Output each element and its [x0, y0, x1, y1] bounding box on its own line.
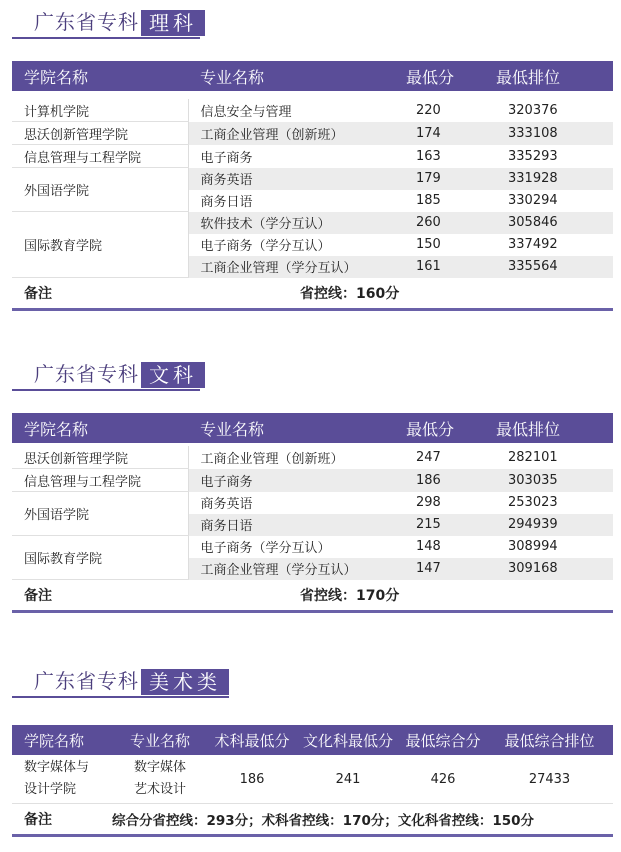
table-row	[12, 168, 613, 190]
cell-college: 外国语学院	[12, 492, 188, 536]
cell-major: 电子商务	[200, 150, 253, 166]
note-row	[12, 804, 613, 836]
college-line-2: 设计学院	[24, 782, 77, 797]
note-text: 省控线：170分	[188, 580, 613, 612]
cell-min-rank: 303035	[484, 469, 613, 492]
major-line-1: 数字媒体	[133, 760, 186, 775]
cell-major: 软件技术（学分互认）	[188, 212, 396, 234]
table-row	[12, 91, 613, 99]
note-label: 备注	[12, 580, 188, 612]
note-text: 省控线：160分	[188, 278, 613, 310]
admission-table-science	[12, 61, 613, 311]
cell-min-rank: 330294	[508, 193, 558, 208]
cell-min-rank: 337492	[508, 237, 558, 252]
title-province: 广东省专科	[34, 669, 139, 693]
table-row	[12, 536, 613, 558]
cell-min-score: 220	[416, 102, 441, 118]
table-row	[12, 492, 613, 514]
table-header	[12, 413, 613, 443]
section-title-fine-arts	[12, 667, 229, 695]
cell-composite-min: 426	[430, 771, 456, 787]
cell-composite-rank: 27433	[528, 771, 571, 787]
cell-min-score: 150	[416, 237, 441, 252]
table-row	[12, 446, 613, 469]
table-header	[12, 61, 613, 91]
cell-college: 外国语学院	[12, 168, 188, 212]
cell-college: 信息管理与工程学院	[12, 145, 188, 168]
cell-min-score: 174	[396, 122, 484, 145]
cell-college	[12, 755, 112, 804]
table-header	[12, 725, 613, 755]
cell-min-rank: 331928	[484, 168, 613, 190]
cell-college: 国际教育学院	[12, 212, 188, 278]
cell-min-score: 186	[396, 469, 484, 492]
cell-min-score: 185	[416, 193, 441, 208]
cell-min-score: 163	[416, 148, 441, 164]
cell-min-score: 179	[396, 168, 484, 190]
table-row	[12, 145, 613, 168]
cell-college: 思沃创新管理学院	[12, 446, 188, 469]
cell-min-score: 161	[396, 256, 484, 278]
cell-major: 工商企业管理（学分互认）	[188, 558, 396, 580]
cell-college: 计算机学院	[12, 99, 188, 122]
title-category: 理科	[141, 10, 205, 36]
header-composite-min: 最低综合分	[400, 725, 486, 755]
table-row	[12, 122, 613, 145]
cell-min-rank: 282101	[508, 449, 558, 465]
cell-major: 工商企业管理（创新班）	[188, 122, 396, 145]
header-college: 学院名称	[12, 725, 112, 755]
cell-major: 电子商务（学分互认）	[200, 541, 331, 556]
cell-min-rank: 335293	[508, 148, 558, 164]
header-culture-min: 文化科最低分	[296, 725, 400, 755]
header-major: 专业名称	[188, 413, 396, 443]
admission-table-liberal-arts	[12, 413, 613, 613]
cell-major: 商务英语	[188, 168, 396, 190]
admission-table-fine-arts	[12, 725, 613, 837]
cell-culture-min: 241	[335, 771, 361, 787]
cell-min-score: 260	[396, 212, 484, 234]
cell-min-rank: 320376	[508, 102, 558, 118]
cell-art-min: 186	[239, 771, 265, 787]
cell-major	[112, 755, 208, 804]
header-min-rank: 最低排位	[484, 413, 613, 443]
cell-min-rank: 305846	[484, 212, 613, 234]
section-title-liberal-arts	[12, 360, 205, 388]
cell-major: 电子商务	[188, 469, 396, 492]
cell-min-score: 215	[396, 514, 484, 536]
table-row	[12, 99, 613, 122]
cell-min-rank: 253023	[508, 495, 558, 510]
table-row	[12, 212, 613, 234]
header-major: 专业名称	[188, 61, 396, 91]
cell-college: 思沃创新管理学院	[12, 122, 188, 145]
cell-college: 信息管理与工程学院	[12, 469, 188, 492]
note-label: 备注	[12, 278, 188, 310]
header-major: 专业名称	[112, 725, 208, 755]
cell-major: 工商企业管理（学分互认）	[188, 256, 396, 278]
college-line-1: 数字媒体与	[24, 760, 90, 775]
cell-min-score: 147	[396, 558, 484, 580]
title-province: 广东省专科	[34, 10, 139, 34]
cell-min-rank: 308994	[508, 539, 558, 554]
header-art-min: 术科最低分	[208, 725, 296, 755]
header-min-score: 最低分	[396, 413, 484, 443]
cell-min-rank: 333108	[484, 122, 613, 145]
note-text: 综合分省控线：293分；术科省控线：170分；文化科省控线：150分	[112, 804, 613, 836]
cell-min-rank: 309168	[484, 558, 613, 580]
cell-college: 国际教育学院	[12, 536, 188, 580]
cell-min-score: 298	[416, 495, 441, 510]
header-min-rank: 最低排位	[484, 61, 613, 91]
section-title-science	[12, 8, 205, 36]
cell-major: 信息安全与管理	[200, 104, 292, 120]
table-row	[12, 469, 613, 492]
title-category: 美术类	[141, 669, 229, 695]
major-line-2: 艺术设计	[133, 782, 186, 797]
cell-major: 商务日语	[200, 195, 253, 210]
cell-min-score: 247	[416, 449, 441, 465]
cell-major: 商务英语	[200, 497, 253, 512]
note-row	[12, 278, 613, 310]
note-row	[12, 580, 613, 612]
table-row	[12, 755, 613, 804]
header-college: 学院名称	[12, 61, 188, 91]
cell-major: 工商企业管理（创新班）	[200, 451, 344, 467]
title-province: 广东省专科	[34, 362, 139, 386]
title-category: 文科	[141, 362, 205, 388]
cell-min-rank: 294939	[484, 514, 613, 536]
cell-min-score: 148	[416, 539, 441, 554]
cell-min-rank: 335564	[484, 256, 613, 278]
cell-major: 商务日语	[188, 514, 396, 536]
header-min-score: 最低分	[396, 61, 484, 91]
header-composite-rank: 最低综合排位	[486, 725, 613, 755]
note-label: 备注	[12, 804, 112, 836]
header-college: 学院名称	[12, 413, 188, 443]
cell-major: 电子商务（学分互认）	[200, 239, 331, 254]
